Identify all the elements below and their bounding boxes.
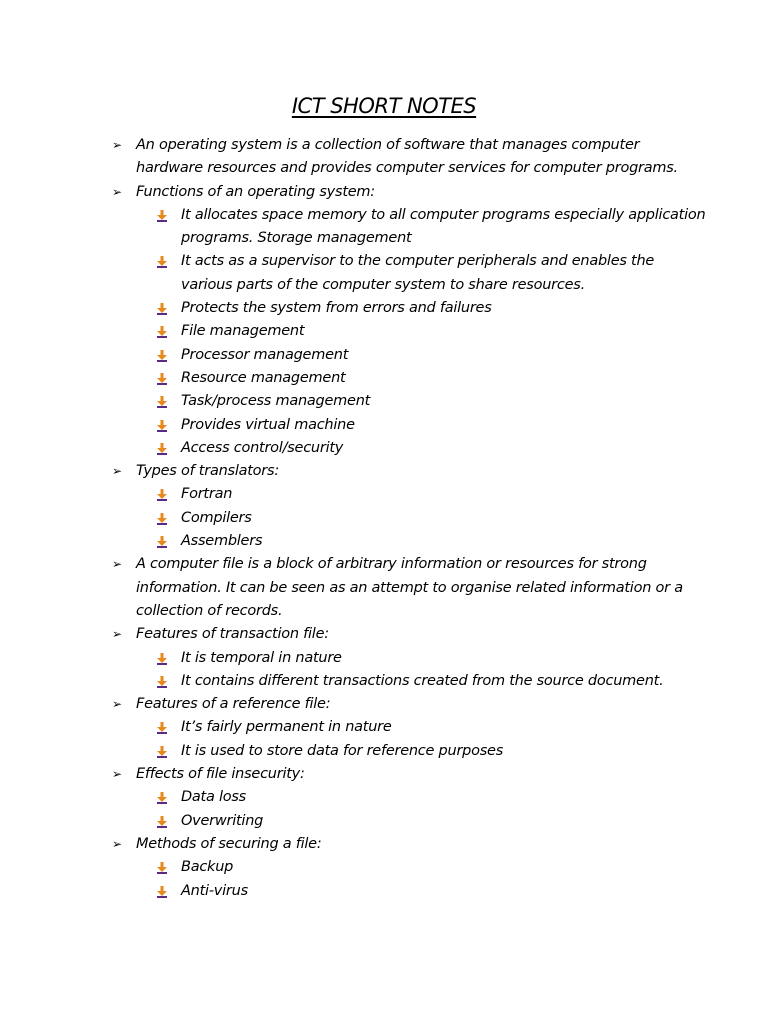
sub-item-text: It’s fairly permanent in nature bbox=[181, 719, 392, 736]
down-arrow-bullet-icon bbox=[156, 373, 168, 385]
arrow-bullet-icon: ➢ bbox=[112, 184, 122, 199]
sub-item bbox=[136, 530, 708, 553]
sub-item-text: Compilers bbox=[181, 509, 252, 526]
down-arrow-bullet-icon bbox=[156, 256, 168, 268]
down-arrow-bullet-icon bbox=[156, 653, 168, 665]
down-arrow-bullet-icon bbox=[156, 303, 168, 315]
note-item bbox=[0, 134, 768, 181]
down-arrow-bullet-icon bbox=[156, 350, 168, 362]
sub-list bbox=[136, 786, 708, 833]
sub-item bbox=[136, 367, 708, 390]
sub-list bbox=[136, 856, 708, 903]
note-text: Effects of file insecurity: bbox=[136, 766, 305, 783]
down-arrow-bullet-icon bbox=[156, 792, 168, 804]
notes-list bbox=[0, 134, 768, 903]
note-item bbox=[0, 833, 768, 903]
sub-item bbox=[136, 786, 708, 809]
sub-item bbox=[136, 344, 708, 367]
sub-item-text: Data loss bbox=[181, 789, 246, 806]
sub-item-text: Processor management bbox=[181, 346, 349, 363]
sub-item-text: It allocates space memory to all computer programs especially application programs. Storage management bbox=[181, 206, 706, 247]
down-arrow-bullet-icon bbox=[156, 513, 168, 525]
note-item bbox=[0, 460, 768, 553]
note-item bbox=[0, 693, 768, 763]
note-text: Types of translators: bbox=[136, 463, 279, 480]
note-item bbox=[0, 763, 768, 833]
sub-item-text: Assemblers bbox=[181, 533, 263, 550]
down-arrow-bullet-icon bbox=[156, 489, 168, 501]
sub-item bbox=[136, 716, 708, 739]
sub-item bbox=[136, 740, 708, 763]
sub-item bbox=[136, 437, 708, 460]
sub-item bbox=[136, 414, 708, 437]
sub-item-text: It contains different transactions created from the source document. bbox=[181, 672, 664, 689]
sub-item-text: Resource management bbox=[181, 369, 346, 386]
sub-item bbox=[136, 670, 708, 693]
sub-list bbox=[136, 483, 708, 553]
sub-item-text: Task/process management bbox=[181, 393, 371, 410]
down-arrow-bullet-icon bbox=[156, 396, 168, 408]
sub-item-text: Backup bbox=[181, 859, 234, 876]
sub-list bbox=[136, 204, 708, 460]
arrow-bullet-icon: ➢ bbox=[112, 836, 122, 851]
down-arrow-bullet-icon bbox=[156, 862, 168, 874]
sub-item bbox=[136, 320, 708, 343]
sub-item-text: It is temporal in nature bbox=[181, 649, 342, 666]
down-arrow-bullet-icon bbox=[156, 746, 168, 758]
arrow-bullet-icon: ➢ bbox=[112, 138, 122, 152]
down-arrow-bullet-icon bbox=[156, 886, 168, 898]
sub-item bbox=[136, 647, 708, 670]
sub-item-text: Fortran bbox=[181, 486, 233, 503]
sub-item-text: Provides virtual machine bbox=[181, 416, 355, 433]
note-item bbox=[0, 553, 768, 623]
note-item bbox=[0, 181, 768, 461]
note-text: An operating system is a collection of software that manages computer hardware resources and provides computer services for computer programs. bbox=[136, 137, 678, 177]
sub-item-text: Anti-virus bbox=[181, 882, 248, 899]
arrow-bullet-icon: ➢ bbox=[112, 697, 122, 712]
sub-item bbox=[136, 856, 708, 879]
arrow-bullet-icon: ➢ bbox=[112, 767, 122, 782]
arrow-bullet-icon: ➢ bbox=[112, 557, 122, 572]
sub-item bbox=[136, 204, 708, 251]
sub-item-text: It acts as a supervisor to the computer peripherals and enables the various parts of the computer system to share resources. bbox=[181, 253, 655, 293]
sub-item-text: Access control/security bbox=[181, 439, 344, 456]
down-arrow-bullet-icon bbox=[156, 676, 168, 688]
sub-item bbox=[136, 810, 708, 833]
note-item bbox=[0, 623, 768, 693]
sub-item bbox=[136, 250, 708, 297]
page-title: ICT SHORT NOTES bbox=[291, 94, 477, 118]
sub-item bbox=[136, 483, 708, 506]
sub-item-text: It is used to store data for reference purposes bbox=[181, 742, 504, 759]
note-text: Features of a reference file: bbox=[136, 696, 331, 713]
sub-item-text: Protects the system from errors and failures bbox=[181, 300, 492, 317]
down-arrow-bullet-icon bbox=[156, 326, 168, 338]
sub-item bbox=[136, 390, 708, 413]
note-text: Methods of securing a file: bbox=[136, 835, 322, 852]
down-arrow-bullet-icon bbox=[156, 536, 168, 548]
down-arrow-bullet-icon bbox=[156, 443, 168, 455]
sub-item-text: Overwriting bbox=[181, 812, 264, 829]
note-text: A computer file is a block of arbitrary information or resources for strong information. It can be seen as an attempt to organise related information or a collection of records. bbox=[136, 556, 683, 619]
down-arrow-bullet-icon bbox=[156, 210, 168, 222]
sub-item bbox=[136, 880, 708, 903]
sub-list bbox=[136, 716, 708, 763]
down-arrow-bullet-icon bbox=[156, 722, 168, 734]
sub-list bbox=[136, 647, 708, 694]
sub-item bbox=[136, 507, 708, 530]
down-arrow-bullet-icon bbox=[156, 816, 168, 828]
note-text: Features of transaction file: bbox=[136, 626, 329, 643]
arrow-bullet-icon: ➢ bbox=[112, 627, 122, 642]
note-text: Functions of an operating system: bbox=[136, 183, 375, 200]
down-arrow-bullet-icon bbox=[156, 420, 168, 432]
sub-item-text: File management bbox=[181, 323, 305, 340]
arrow-bullet-icon: ➢ bbox=[112, 464, 122, 479]
sub-item bbox=[136, 297, 708, 320]
